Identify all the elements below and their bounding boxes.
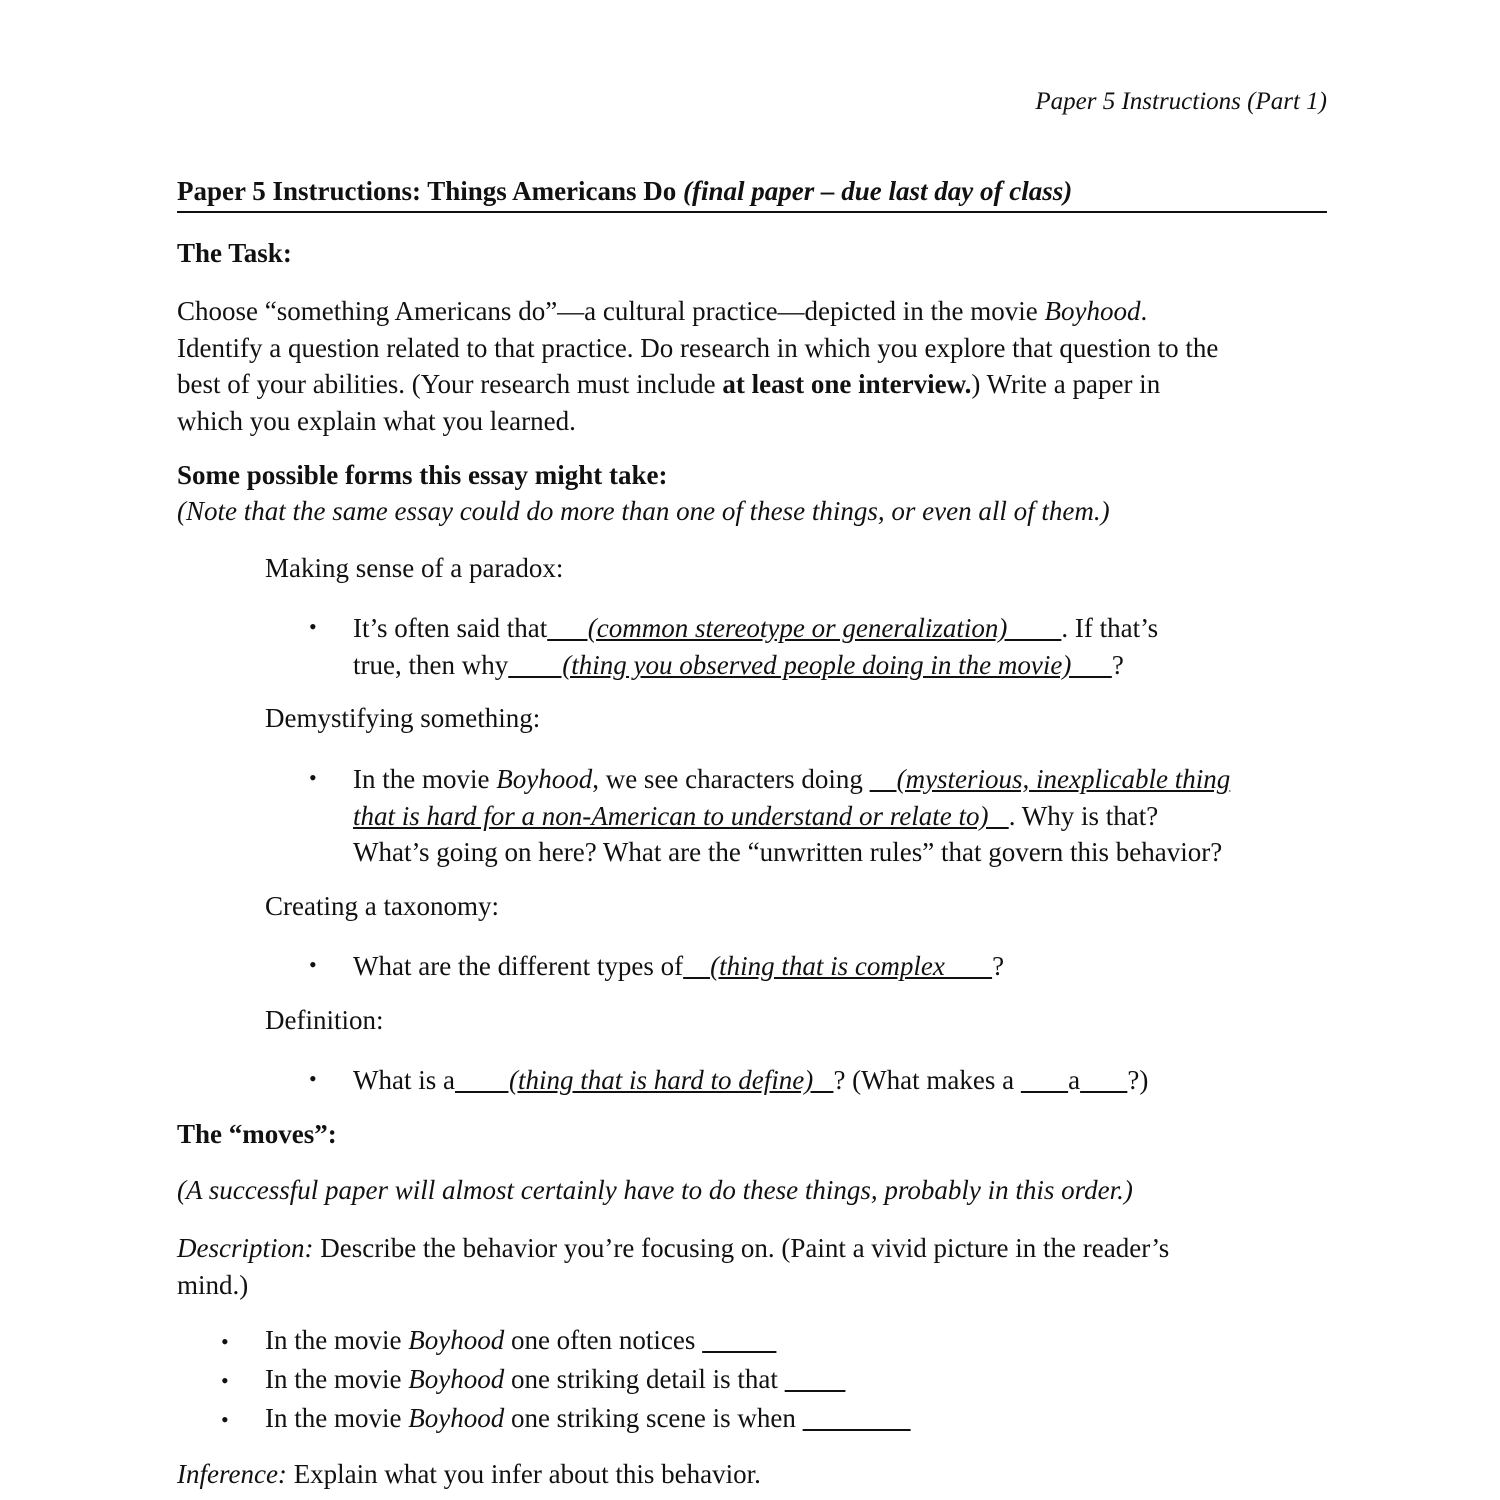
- demystify-item: In the movie Boyhood, we see characters doing (mysterious, inexplicable thing that is hard for a non-American to understand or relate to) . Why is that? What’s going on here? What are the “unwritten rules” that govern this behavior?: [353, 764, 1231, 867]
- inference-line: Inference: Explain what you infer about this behavior.: [177, 1459, 761, 1489]
- blank-field: (common stereotype or generalization): [547, 613, 1062, 643]
- blank-field: [785, 1364, 846, 1394]
- blank-field: [803, 1403, 911, 1433]
- document-title: [177, 176, 1327, 213]
- blank-field: (mysterious, inexplicable thing: [869, 764, 1231, 794]
- bullet-icon: •: [221, 1329, 229, 1354]
- interview-requirement: at least one interview.: [722, 369, 972, 399]
- definition-item: What is a (thing that is hard to define) ? (What makes a a ?): [353, 1065, 1149, 1095]
- taxonomy-item: What are the different types of (thing that is complex ?: [353, 951, 1005, 981]
- title-main: Paper 5 Instructions: Things Americans Do: [177, 176, 684, 206]
- taxonomy-label: Creating a taxonomy:: [265, 891, 499, 921]
- definition-label: Definition:: [265, 1005, 384, 1035]
- moves-heading: The “moves”:: [177, 1119, 337, 1149]
- task-paragraph: Choose “something Americans do”—a cultural practice—depicted in the movie Boyhood. Identify a question related to that practice. Do research in which you explore that question to the best of your abilities. (Your research must include at least one interview.) Write a paper in which you explain what you learned.: [177, 296, 1219, 436]
- bullet-icon: •: [309, 952, 317, 977]
- inference-label: Inference:: [177, 1459, 287, 1489]
- title-italic: (final paper – due last day of class): [683, 176, 1073, 206]
- bullet-icon: •: [221, 1368, 229, 1393]
- moves-note: (A successful paper will almost certainly have to do these things, probably in this order.): [177, 1175, 1133, 1205]
- description-paragraph: Description: Describe the behavior you’re focusing on. (Paint a vivid picture in the reader’s mind.): [177, 1233, 1170, 1300]
- blank-field: [702, 1325, 776, 1355]
- bullet-icon: •: [221, 1407, 229, 1432]
- description-bullet: In the movie Boyhood one often notices: [265, 1325, 776, 1356]
- blank-field: (thing you observed people doing in the movie): [508, 649, 1112, 680]
- paradox-label: Making sense of a paradox:: [265, 553, 564, 583]
- description-bullet: In the movie Boyhood one striking detail is that: [265, 1364, 845, 1395]
- running-header: Paper 5 Instructions (Part 1): [1035, 88, 1327, 115]
- description-label: Description:: [177, 1233, 314, 1263]
- bullet-icon: •: [309, 614, 317, 639]
- forms-heading: Some possible forms this essay might take:: [177, 460, 668, 490]
- blank-field: (thing that is hard to define): [454, 1065, 834, 1095]
- blank-field: that is hard for a non-American to understand or relate to): [353, 800, 1009, 831]
- blank-field: [1080, 1065, 1127, 1095]
- bullet-icon: •: [309, 765, 317, 790]
- task-heading: The Task:: [177, 238, 292, 268]
- bullet-icon: •: [309, 1066, 317, 1091]
- blank-field: [1021, 1065, 1068, 1095]
- movie-title: Boyhood: [496, 764, 593, 794]
- demystify-label: Demystifying something:: [265, 703, 541, 733]
- blank-field: (thing that is complex: [683, 951, 993, 981]
- movie-title: Boyhood: [1044, 296, 1141, 326]
- description-bullet: In the movie Boyhood one striking scene is when: [265, 1403, 911, 1434]
- forms-note: (Note that the same essay could do more than one of these things, or even all of them.): [177, 496, 1110, 526]
- paradox-item: It’s often said that (common stereotype or generalization) . If that’s true, then why (thing you observed people doing in the movie) ?: [353, 613, 1159, 680]
